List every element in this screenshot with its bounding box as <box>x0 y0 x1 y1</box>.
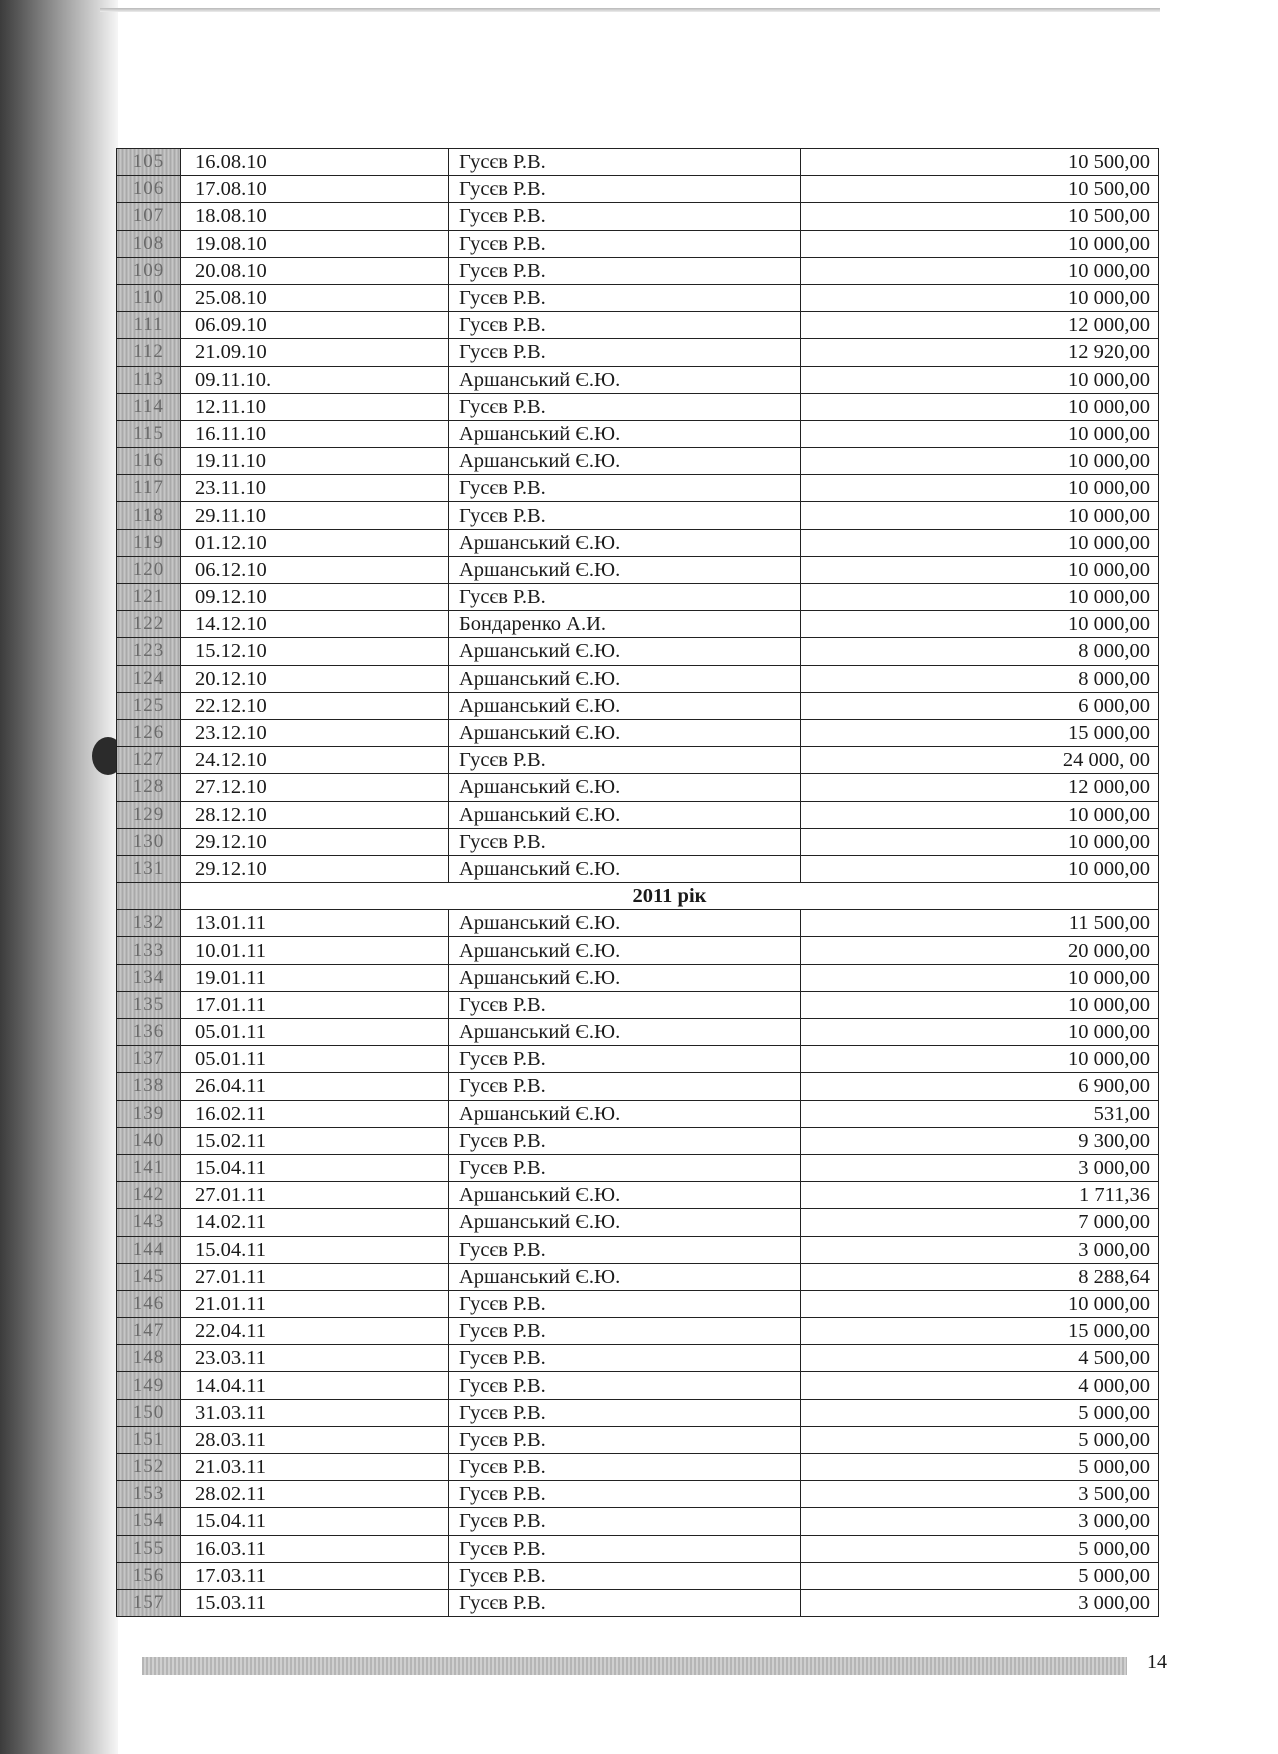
row-name: Гусєв Р.В. <box>449 1535 801 1562</box>
row-amount: 8 000,00 <box>801 665 1159 692</box>
row-number: 119 <box>117 529 181 556</box>
row-name: Бондаренко А.И. <box>449 611 801 638</box>
table-row <box>117 828 1159 855</box>
row-date: 22.12.10 <box>181 692 449 719</box>
row-name: Аршанський Є.Ю. <box>449 665 801 692</box>
row-name: Гусєв Р.В. <box>449 149 801 176</box>
row-number: 140 <box>117 1127 181 1154</box>
row-amount: 10 000,00 <box>801 611 1159 638</box>
table-row <box>117 149 1159 176</box>
row-name: Гусєв Р.В. <box>449 1236 801 1263</box>
row-date: 16.02.11 <box>181 1100 449 1127</box>
row-number: 156 <box>117 1562 181 1589</box>
row-name: Гусєв Р.В. <box>449 1290 801 1317</box>
row-date: 15.04.11 <box>181 1154 449 1181</box>
row-date: 28.12.10 <box>181 801 449 828</box>
row-number: 151 <box>117 1426 181 1453</box>
row-number: 145 <box>117 1263 181 1290</box>
row-date: 17.03.11 <box>181 1562 449 1589</box>
table-row <box>117 502 1159 529</box>
row-amount: 24 000, 00 <box>801 747 1159 774</box>
row-name: Аршанський Є.Ю. <box>449 774 801 801</box>
row-name: Гусєв Р.В. <box>449 312 801 339</box>
table-row <box>117 1426 1159 1453</box>
row-amount: 10 000,00 <box>801 584 1159 611</box>
row-date: 16.08.10 <box>181 149 449 176</box>
row-number: 142 <box>117 1182 181 1209</box>
row-number: 157 <box>117 1589 181 1616</box>
row-name: Гусєв Р.В. <box>449 1127 801 1154</box>
table-row <box>117 1562 1159 1589</box>
row-date: 15.12.10 <box>181 638 449 665</box>
row-number: 113 <box>117 366 181 393</box>
row-date: 15.02.11 <box>181 1127 449 1154</box>
row-name: Гусєв Р.В. <box>449 1508 801 1535</box>
row-amount: 10 000,00 <box>801 801 1159 828</box>
row-amount: 4 500,00 <box>801 1345 1159 1372</box>
row-amount: 3 000,00 <box>801 1154 1159 1181</box>
row-amount: 5 000,00 <box>801 1454 1159 1481</box>
year-row-number-cell <box>117 883 181 910</box>
row-name: Аршанський Є.Ю. <box>449 448 801 475</box>
row-name: Гусєв Р.В. <box>449 203 801 230</box>
row-amount: 10 000,00 <box>801 964 1159 991</box>
row-name: Гусєв Р.В. <box>449 584 801 611</box>
table-row <box>117 584 1159 611</box>
table-row <box>117 665 1159 692</box>
row-amount: 10 000,00 <box>801 991 1159 1018</box>
table-row <box>117 855 1159 882</box>
table-row <box>117 1182 1159 1209</box>
row-amount: 10 000,00 <box>801 284 1159 311</box>
row-name: Гусєв Р.В. <box>449 991 801 1018</box>
row-amount: 10 000,00 <box>801 366 1159 393</box>
row-name: Аршанський Є.Ю. <box>449 1100 801 1127</box>
row-date: 19.11.10 <box>181 448 449 475</box>
table-row <box>117 366 1159 393</box>
row-number: 111 <box>117 312 181 339</box>
row-date: 17.08.10 <box>181 176 449 203</box>
row-number: 154 <box>117 1508 181 1535</box>
table-row <box>117 692 1159 719</box>
row-name: Аршанський Є.Ю. <box>449 937 801 964</box>
table-row <box>117 991 1159 1018</box>
row-date: 27.01.11 <box>181 1263 449 1290</box>
table-row <box>117 475 1159 502</box>
table-row <box>117 257 1159 284</box>
table-row <box>117 420 1159 447</box>
table-row <box>117 638 1159 665</box>
table-row <box>117 747 1159 774</box>
binding-shadow <box>0 0 118 1754</box>
row-name: Гусєв Р.В. <box>449 1318 801 1345</box>
row-date: 26.04.11 <box>181 1073 449 1100</box>
row-number: 118 <box>117 502 181 529</box>
table-row <box>117 1236 1159 1263</box>
row-amount: 15 000,00 <box>801 719 1159 746</box>
payments-table-body <box>117 149 1159 1617</box>
row-date: 22.04.11 <box>181 1318 449 1345</box>
row-amount: 12 000,00 <box>801 312 1159 339</box>
table-row <box>117 203 1159 230</box>
row-name: Аршанський Є.Ю. <box>449 420 801 447</box>
row-amount: 10 000,00 <box>801 556 1159 583</box>
row-name: Гусєв Р.В. <box>449 1454 801 1481</box>
row-number: 149 <box>117 1372 181 1399</box>
row-date: 28.03.11 <box>181 1426 449 1453</box>
table-row <box>117 1290 1159 1317</box>
row-number: 115 <box>117 420 181 447</box>
row-name: Гусєв Р.В. <box>449 1589 801 1616</box>
row-number: 109 <box>117 257 181 284</box>
row-date: 09.12.10 <box>181 584 449 611</box>
row-number: 133 <box>117 937 181 964</box>
row-amount: 12 000,00 <box>801 774 1159 801</box>
table-row <box>117 1345 1159 1372</box>
table-row <box>117 1154 1159 1181</box>
table-row <box>117 611 1159 638</box>
table-row <box>117 1508 1159 1535</box>
table-row <box>117 312 1159 339</box>
row-date: 29.12.10 <box>181 828 449 855</box>
table-row <box>117 284 1159 311</box>
row-name: Гусєв Р.В. <box>449 1562 801 1589</box>
row-amount: 3 000,00 <box>801 1508 1159 1535</box>
row-number: 144 <box>117 1236 181 1263</box>
row-amount: 9 300,00 <box>801 1127 1159 1154</box>
row-number: 141 <box>117 1154 181 1181</box>
row-date: 16.11.10 <box>181 420 449 447</box>
row-date: 21.09.10 <box>181 339 449 366</box>
row-date: 15.04.11 <box>181 1508 449 1535</box>
row-date: 15.04.11 <box>181 1236 449 1263</box>
row-amount: 8 288,64 <box>801 1263 1159 1290</box>
table-row <box>117 1318 1159 1345</box>
row-date: 31.03.11 <box>181 1399 449 1426</box>
row-name: Гусєв Р.В. <box>449 176 801 203</box>
table-row <box>117 1372 1159 1399</box>
row-date: 21.01.11 <box>181 1290 449 1317</box>
row-amount: 10 000,00 <box>801 475 1159 502</box>
payments-table <box>116 148 1159 1617</box>
row-date: 23.11.10 <box>181 475 449 502</box>
row-date: 25.08.10 <box>181 284 449 311</box>
row-date: 16.03.11 <box>181 1535 449 1562</box>
row-number: 130 <box>117 828 181 855</box>
row-amount: 10 000,00 <box>801 828 1159 855</box>
row-date: 24.12.10 <box>181 747 449 774</box>
table-row <box>117 1454 1159 1481</box>
row-name: Аршанський Є.Ю. <box>449 1263 801 1290</box>
row-number: 108 <box>117 230 181 257</box>
row-number: 150 <box>117 1399 181 1426</box>
row-number: 124 <box>117 665 181 692</box>
year-header-row <box>117 883 1159 910</box>
row-number: 147 <box>117 1318 181 1345</box>
row-name: Аршанський Є.Ю. <box>449 638 801 665</box>
row-number: 136 <box>117 1019 181 1046</box>
row-amount: 3 000,00 <box>801 1236 1159 1263</box>
row-amount: 10 000,00 <box>801 1290 1159 1317</box>
row-amount: 6 900,00 <box>801 1073 1159 1100</box>
row-name: Гусєв Р.В. <box>449 1073 801 1100</box>
row-amount: 3 500,00 <box>801 1481 1159 1508</box>
row-number: 123 <box>117 638 181 665</box>
table-row <box>117 1019 1159 1046</box>
row-date: 23.03.11 <box>181 1345 449 1372</box>
table-row <box>117 1263 1159 1290</box>
row-number: 105 <box>117 149 181 176</box>
table-row <box>117 529 1159 556</box>
row-amount: 10 500,00 <box>801 176 1159 203</box>
row-date: 14.04.11 <box>181 1372 449 1399</box>
row-name: Аршанський Є.Ю. <box>449 964 801 991</box>
row-date: 05.01.11 <box>181 1019 449 1046</box>
row-amount: 12 920,00 <box>801 339 1159 366</box>
row-name: Гусєв Р.В. <box>449 1399 801 1426</box>
year-header: 2011 рік <box>181 883 1159 910</box>
row-date: 20.08.10 <box>181 257 449 284</box>
row-amount: 5 000,00 <box>801 1399 1159 1426</box>
row-amount: 15 000,00 <box>801 1318 1159 1345</box>
row-number: 126 <box>117 719 181 746</box>
row-name: Аршанський Є.Ю. <box>449 855 801 882</box>
row-name: Гусєв Р.В. <box>449 1046 801 1073</box>
row-date: 21.03.11 <box>181 1454 449 1481</box>
row-amount: 10 000,00 <box>801 855 1159 882</box>
row-number: 148 <box>117 1345 181 1372</box>
row-amount: 7 000,00 <box>801 1209 1159 1236</box>
table-row <box>117 393 1159 420</box>
row-amount: 5 000,00 <box>801 1562 1159 1589</box>
page-number: 14 <box>1147 1651 1167 1673</box>
row-name: Гусєв Р.В. <box>449 257 801 284</box>
row-number: 129 <box>117 801 181 828</box>
row-name: Аршанський Є.Ю. <box>449 1209 801 1236</box>
row-name: Гусєв Р.В. <box>449 1345 801 1372</box>
row-number: 122 <box>117 611 181 638</box>
row-date: 18.08.10 <box>181 203 449 230</box>
row-amount: 20 000,00 <box>801 937 1159 964</box>
row-date: 27.12.10 <box>181 774 449 801</box>
row-name: Аршанський Є.Ю. <box>449 366 801 393</box>
row-amount: 10 000,00 <box>801 257 1159 284</box>
table-row <box>117 230 1159 257</box>
table-row <box>117 1127 1159 1154</box>
row-amount: 10 000,00 <box>801 1046 1159 1073</box>
row-amount: 10 000,00 <box>801 393 1159 420</box>
row-number: 117 <box>117 475 181 502</box>
row-amount: 10 000,00 <box>801 529 1159 556</box>
row-name: Аршанський Є.Ю. <box>449 1182 801 1209</box>
row-name: Аршанський Є.Ю. <box>449 692 801 719</box>
row-date: 20.12.10 <box>181 665 449 692</box>
table-row <box>117 339 1159 366</box>
table-row <box>117 937 1159 964</box>
row-date: 06.09.10 <box>181 312 449 339</box>
row-amount: 8 000,00 <box>801 638 1159 665</box>
row-date: 14.12.10 <box>181 611 449 638</box>
table-row <box>117 1209 1159 1236</box>
row-name: Гусєв Р.В. <box>449 1481 801 1508</box>
row-date: 19.08.10 <box>181 230 449 257</box>
row-date: 01.12.10 <box>181 529 449 556</box>
row-amount: 1 711,36 <box>801 1182 1159 1209</box>
row-amount: 10 000,00 <box>801 1019 1159 1046</box>
table-row <box>117 801 1159 828</box>
row-number: 128 <box>117 774 181 801</box>
row-amount: 10 500,00 <box>801 149 1159 176</box>
row-date: 28.02.11 <box>181 1481 449 1508</box>
row-number: 139 <box>117 1100 181 1127</box>
row-number: 127 <box>117 747 181 774</box>
row-name: Аршанський Є.Ю. <box>449 556 801 583</box>
row-date: 19.01.11 <box>181 964 449 991</box>
row-date: 15.03.11 <box>181 1589 449 1616</box>
table-row <box>117 1073 1159 1100</box>
row-number: 107 <box>117 203 181 230</box>
row-name: Аршанський Є.Ю. <box>449 1019 801 1046</box>
row-name: Гусєв Р.В. <box>449 502 801 529</box>
row-amount: 6 000,00 <box>801 692 1159 719</box>
table-row <box>117 1589 1159 1616</box>
row-date: 12.11.10 <box>181 393 449 420</box>
row-name: Гусєв Р.В. <box>449 230 801 257</box>
row-amount: 10 000,00 <box>801 448 1159 475</box>
row-name: Аршанський Є.Ю. <box>449 910 801 937</box>
row-amount: 10 000,00 <box>801 502 1159 529</box>
row-name: Гусєв Р.В. <box>449 747 801 774</box>
row-date: 29.12.10 <box>181 855 449 882</box>
row-name: Гусєв Р.В. <box>449 393 801 420</box>
row-number: 146 <box>117 1290 181 1317</box>
row-name: Гусєв Р.В. <box>449 1372 801 1399</box>
row-name: Аршанський Є.Ю. <box>449 529 801 556</box>
row-date: 17.01.11 <box>181 991 449 1018</box>
row-number: 131 <box>117 855 181 882</box>
row-number: 114 <box>117 393 181 420</box>
row-date: 23.12.10 <box>181 719 449 746</box>
row-number: 125 <box>117 692 181 719</box>
table-row <box>117 1481 1159 1508</box>
top-rule <box>100 8 1160 12</box>
row-name: Гусєв Р.В. <box>449 1426 801 1453</box>
row-name: Гусєв Р.В. <box>449 284 801 311</box>
table-row <box>117 964 1159 991</box>
row-date: 09.11.10. <box>181 366 449 393</box>
table-row <box>117 176 1159 203</box>
row-name: Аршанський Є.Ю. <box>449 719 801 746</box>
row-number: 132 <box>117 910 181 937</box>
row-number: 152 <box>117 1454 181 1481</box>
bottom-band <box>142 1657 1127 1675</box>
row-date: 29.11.10 <box>181 502 449 529</box>
row-date: 05.01.11 <box>181 1046 449 1073</box>
row-amount: 10 500,00 <box>801 203 1159 230</box>
row-amount: 3 000,00 <box>801 1589 1159 1616</box>
row-number: 137 <box>117 1046 181 1073</box>
table-row <box>117 1399 1159 1426</box>
row-amount: 531,00 <box>801 1100 1159 1127</box>
row-number: 120 <box>117 556 181 583</box>
table-row <box>117 774 1159 801</box>
table-row <box>117 448 1159 475</box>
table-row <box>117 1535 1159 1562</box>
table-row <box>117 1046 1159 1073</box>
row-name: Гусєв Р.В. <box>449 475 801 502</box>
row-amount: 11 500,00 <box>801 910 1159 937</box>
row-number: 153 <box>117 1481 181 1508</box>
row-name: Аршанський Є.Ю. <box>449 801 801 828</box>
row-name: Гусєв Р.В. <box>449 1154 801 1181</box>
row-name: Гусєв Р.В. <box>449 828 801 855</box>
row-date: 13.01.11 <box>181 910 449 937</box>
table-row <box>117 556 1159 583</box>
row-number: 135 <box>117 991 181 1018</box>
row-date: 06.12.10 <box>181 556 449 583</box>
row-date: 10.01.11 <box>181 937 449 964</box>
row-number: 138 <box>117 1073 181 1100</box>
table-row <box>117 1100 1159 1127</box>
row-amount: 10 000,00 <box>801 420 1159 447</box>
row-number: 155 <box>117 1535 181 1562</box>
table-row <box>117 910 1159 937</box>
table-row <box>117 719 1159 746</box>
row-date: 27.01.11 <box>181 1182 449 1209</box>
row-number: 112 <box>117 339 181 366</box>
row-number: 143 <box>117 1209 181 1236</box>
row-amount: 10 000,00 <box>801 230 1159 257</box>
row-number: 106 <box>117 176 181 203</box>
row-number: 110 <box>117 284 181 311</box>
row-amount: 5 000,00 <box>801 1535 1159 1562</box>
row-number: 134 <box>117 964 181 991</box>
row-number: 121 <box>117 584 181 611</box>
row-date: 14.02.11 <box>181 1209 449 1236</box>
row-amount: 4 000,00 <box>801 1372 1159 1399</box>
row-number: 116 <box>117 448 181 475</box>
row-name: Гусєв Р.В. <box>449 339 801 366</box>
row-amount: 5 000,00 <box>801 1426 1159 1453</box>
